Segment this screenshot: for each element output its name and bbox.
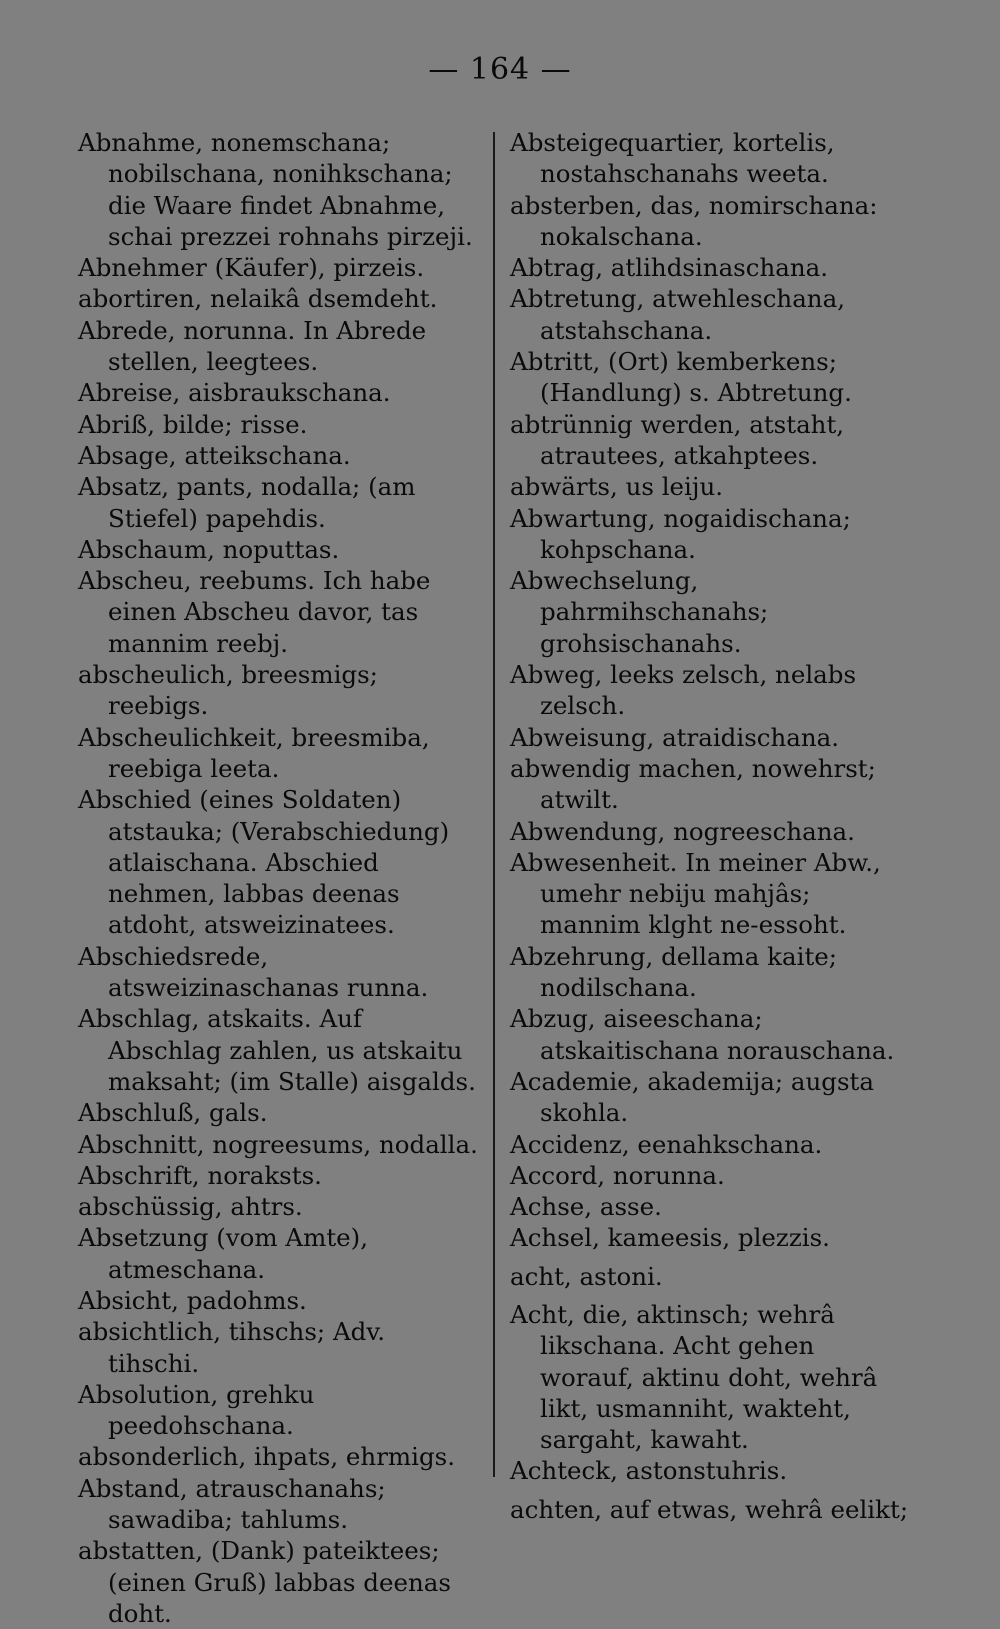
- dictionary-entry: Abweisung, atraidischana.: [510, 722, 840, 752]
- dictionary-entry: Abnehmer (Käufer), pirzeis.: [78, 253, 425, 283]
- dictionary-entry: Absolution, grehku peedohschana.: [78, 1379, 315, 1441]
- dictionary-entry: Abschnitt, nogreesums, nodalla.: [78, 1129, 478, 1159]
- dictionary-entry: Achse, asse.: [510, 1192, 662, 1222]
- dictionary-entry: abtrünnig werden, atstaht, atrautees, atkahptees.: [510, 409, 845, 470]
- dictionary-entry: abortiren, nelaikâ dsemdeht.: [78, 284, 438, 314]
- dictionary-entry: Abschrift, noraksts.: [78, 1160, 322, 1190]
- dictionary-entry: Abwendung, nogreeschana.: [510, 816, 855, 846]
- dictionary-entry: abscheulich, breesmigs; reebigs.: [78, 660, 378, 721]
- dictionary-entry: achten, auf etwas, wehrâ eelikt;: [510, 1494, 909, 1524]
- left-column: [78, 127, 480, 1629]
- dictionary-entry: Achsel, kameesis, plezzis.: [510, 1223, 830, 1253]
- dictionary-entry: Abtretung, atwehleschana, atstahschana.: [510, 284, 845, 345]
- dictionary-entry: Abwartung, nogaidischana; kohpschana.: [510, 503, 851, 564]
- dictionary-entry: Achteck, astonstuhris.: [510, 1456, 788, 1486]
- dictionary-entry: abwärts, us leiju.: [510, 472, 724, 502]
- dictionary-entry: absichtlich, tihschs; Adv. tihschi.: [78, 1317, 386, 1378]
- dictionary-entry: Abscheulichkeit, breesmiba, reebiga leeta.: [78, 722, 430, 783]
- dictionary-entry: Abriß, bilde; risse.: [78, 409, 308, 439]
- dictionary-entry: Absicht, padohms.: [78, 1285, 307, 1315]
- dictionary-entry: abschüssig, ahtrs.: [78, 1192, 303, 1222]
- dictionary-entry: Abrede, norunna. In Abrede stellen, leegtees.: [78, 315, 427, 377]
- dictionary-entry: Abscheu, reebums. Ich habe einen Abscheu davor, tas mannim reebj.: [78, 566, 431, 658]
- dictionary-entry: Abtrag, atlihdsinaschana.: [510, 253, 829, 283]
- dictionary-entry: Abschlag, atskaits. Auf Abschlag zahlen, us atskaitu maksaht; (im Stalle) aisgalds.: [78, 1004, 476, 1096]
- dictionary-entry: Abschied (eines Soldaten) atstauka; (Verabschiedung) atlaischana. Abschied nehmen, labbas deenas atdoht, atsweizinatees.: [78, 785, 450, 940]
- dictionary-entry: Abzug, aiseeschana; atskaitischana norauschana.: [510, 1004, 895, 1065]
- dictionary-entry: Abzehrung, dellama kaite; nodilschana.: [510, 941, 838, 1003]
- dictionary-entry: Abschluß, gals.: [78, 1098, 268, 1128]
- page-number: — 164 —: [428, 52, 572, 87]
- dictionary-entry: Accidenz, eenahkschana.: [510, 1129, 823, 1159]
- dictionary-entry: Absage, atteikschana.: [78, 440, 351, 470]
- dictionary-entry: Academie, akademija; augsta skohla.: [510, 1066, 874, 1128]
- dictionary-entry: Abnahme, nonemschana; nobilschana, nonihkschana; die Waare findet Abnahme, schai prezzei rohnahs pirzeji.: [78, 128, 473, 251]
- dictionary-entry: Abwechselung, pahrmihschanahs; grohsischanahs.: [510, 566, 769, 658]
- dictionary-entry: Abweg, leeks zelsch, nelabs zelsch.: [510, 660, 857, 721]
- dictionary-entry: abstatten, (Dank) pateiktees; (einen Gruß) labbas deenas doht.: [78, 1536, 451, 1628]
- right-column: [510, 127, 912, 1525]
- dictionary-entry: Abwesenheit. In meiner Abw., umehr nebiju mahjâs; mannim klght ne-essoht.: [510, 847, 881, 940]
- dictionary-entry: acht, astoni.: [510, 1261, 663, 1291]
- column-divider: [493, 132, 495, 1477]
- dictionary-entry: Absatz, pants, nodalla; (am Stiefel) papehdis.: [78, 472, 416, 533]
- dictionary-entry: absonderlich, ihpats, ehrmigs.: [78, 1442, 456, 1472]
- dictionary-entry: Acht, die, aktinsch; wehrâ likschana. Acht gehen worauf, aktinu doht, wehrâ likt, usmanniht, wakteht, sargaht, kawaht.: [510, 1299, 878, 1455]
- dictionary-entry: abwendig machen, nowehrst; atwilt.: [510, 753, 876, 815]
- dictionary-entry: absterben, das, nomirschana: nokalschana.: [510, 190, 878, 251]
- dictionary-entry: Abschaum, noputtas.: [78, 534, 340, 564]
- dictionary-entry: Absteigequartier, kortelis, nostahschanahs weeta.: [510, 128, 835, 189]
- dictionary-entry: Abschiedsrede, atsweizinaschanas runna.: [78, 941, 429, 1003]
- dictionary-entry: Abtritt, (Ort) kemberkens; (Handlung) s. Abtretung.: [510, 347, 852, 408]
- dictionary-entry: Abreise, aisbraukschana.: [78, 378, 391, 408]
- dictionary-entry: Abstand, atrauschanahs; sawadiba; tahlums.: [78, 1473, 386, 1535]
- dictionary-entry: Accord, norunna.: [510, 1160, 725, 1190]
- dictionary-entry: Absetzung (vom Amte), atmeschana.: [78, 1223, 369, 1284]
